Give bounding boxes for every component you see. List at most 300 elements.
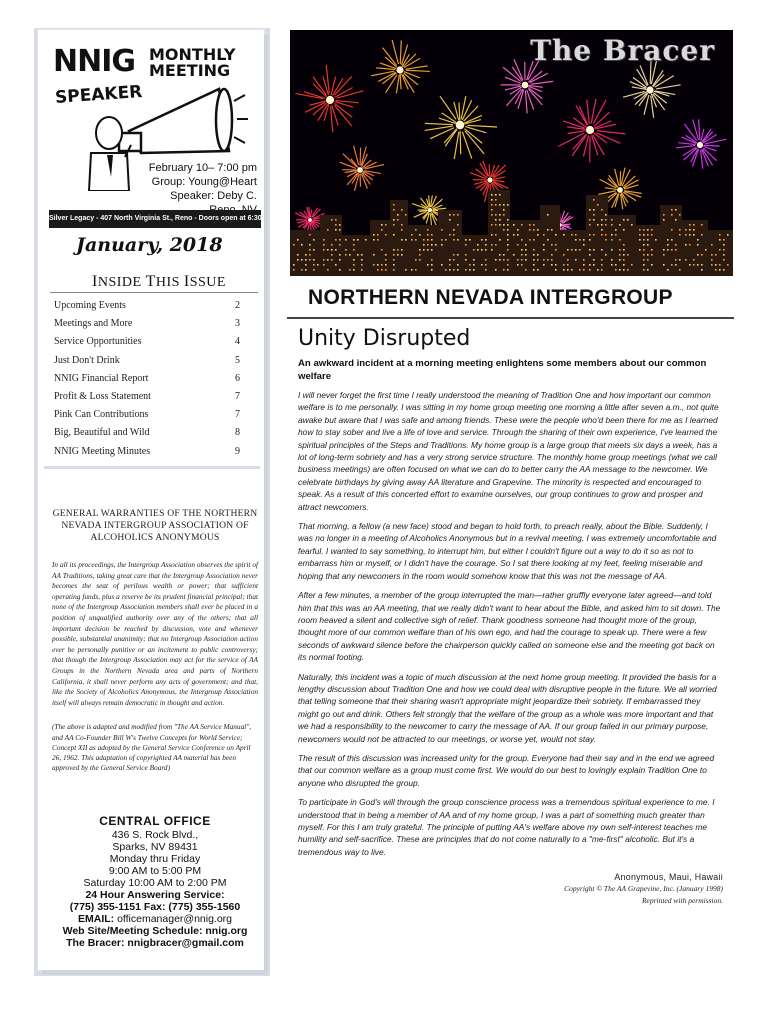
building-window-light bbox=[393, 254, 395, 256]
building-window-light bbox=[689, 229, 691, 231]
building-window-light bbox=[513, 224, 515, 226]
toc-item[interactable] bbox=[54, 318, 254, 336]
building-window-light bbox=[667, 239, 669, 241]
toc-title: Upcoming Events bbox=[54, 300, 126, 311]
building-window-light bbox=[415, 239, 417, 241]
toc-page: 2 bbox=[235, 300, 240, 311]
flyer-speaker-name: Speaker: Deby C. bbox=[170, 190, 257, 202]
building-window-light bbox=[513, 254, 515, 256]
toc-item[interactable] bbox=[54, 391, 254, 409]
building-window-light bbox=[619, 269, 621, 271]
building-window-light bbox=[723, 244, 725, 246]
building-window-light bbox=[543, 259, 545, 261]
building-window-light bbox=[431, 244, 433, 246]
building-window-light bbox=[491, 244, 493, 246]
building-window-light bbox=[551, 244, 553, 246]
building-window-light bbox=[533, 264, 535, 266]
building-window-light bbox=[473, 269, 475, 271]
building-window-light bbox=[427, 249, 429, 251]
building-window-light bbox=[465, 259, 467, 261]
warranties-title: GENERAL WARRANTIES OF THE NORTHERN NEVADA INTERGROUP ASSOCIATION OF ALCOHOLICS ANONYMOUS bbox=[52, 508, 258, 543]
building-window-light bbox=[327, 259, 329, 261]
building-window-light bbox=[647, 259, 649, 261]
building-window-light bbox=[495, 269, 497, 271]
building-window-light bbox=[647, 234, 649, 236]
building-window-light bbox=[627, 254, 629, 256]
building-window-light bbox=[377, 269, 379, 271]
building-window-light bbox=[449, 214, 451, 216]
building-window-light bbox=[301, 269, 303, 271]
building-window-light bbox=[551, 229, 553, 231]
divider bbox=[50, 292, 258, 293]
section-separator bbox=[44, 466, 260, 469]
building-window-light bbox=[495, 234, 497, 236]
building-window-light bbox=[715, 264, 717, 266]
building-window-light bbox=[597, 204, 599, 206]
building-window-light bbox=[507, 244, 509, 246]
building-window-light bbox=[719, 264, 721, 266]
skyline-building bbox=[390, 200, 408, 276]
building-window-light bbox=[473, 249, 475, 251]
building-window-light bbox=[335, 219, 337, 221]
toc-title: Pink Can Contributions bbox=[54, 409, 149, 421]
building-window-light bbox=[643, 259, 645, 261]
building-window-light bbox=[499, 239, 501, 241]
flyer-group: Group: Young@Heart bbox=[151, 176, 257, 188]
building-window-light bbox=[723, 254, 725, 256]
building-window-light bbox=[543, 264, 545, 266]
building-window-light bbox=[639, 234, 641, 236]
building-window-light bbox=[349, 269, 351, 271]
building-window-light bbox=[297, 254, 299, 256]
article-reprint-note: Reprinted with permission. bbox=[641, 896, 723, 906]
central-answering-service: 24 Hour Answering Service: bbox=[85, 889, 225, 901]
building-window-light bbox=[423, 239, 425, 241]
building-window-light bbox=[503, 214, 505, 216]
building-window-light bbox=[485, 249, 487, 251]
building-window-light bbox=[547, 259, 549, 261]
building-window-light bbox=[601, 259, 603, 261]
building-window-light bbox=[679, 229, 681, 231]
building-window-light bbox=[701, 234, 703, 236]
building-window-light bbox=[453, 239, 455, 241]
building-window-light bbox=[611, 224, 613, 226]
article-paragraph: After a few minutes, a member of the group interrupted the man—rather gruffly everyone later agreed—and told him that this was an AA meeting, that we really didn't want to hear about the Bible, and asked him to sit down. The room heaved a silent and collective sigh of relief. Thank goodness someone had thought more of the group, thought more of our common welfare than of his own ego, and had the courage to speak up. There were a few seconds of awkward silence before the chairperson quickly called on someone else and the meeting got back on its normal footing. bbox=[298, 590, 721, 663]
building-window-light bbox=[449, 219, 451, 221]
building-window-light bbox=[313, 249, 315, 251]
building-window-light bbox=[537, 229, 539, 231]
toc-title: Meetings and More bbox=[54, 318, 133, 330]
building-window-light bbox=[339, 244, 341, 246]
building-window-light bbox=[679, 234, 681, 236]
building-window-light bbox=[719, 234, 721, 236]
building-window-light bbox=[335, 229, 337, 231]
building-window-light bbox=[643, 254, 645, 256]
firework-burst bbox=[623, 59, 680, 118]
building-window-light bbox=[693, 224, 695, 226]
building-window-light bbox=[567, 259, 569, 261]
building-window-light bbox=[339, 239, 341, 241]
email-link[interactable]: officemanager@nnig.org bbox=[117, 913, 233, 925]
divider bbox=[287, 317, 734, 319]
building-window-light bbox=[431, 264, 433, 266]
building-window-light bbox=[727, 234, 729, 236]
building-window-light bbox=[525, 254, 527, 256]
building-window-light bbox=[593, 209, 595, 211]
building-window-light bbox=[623, 249, 625, 251]
building-window-light bbox=[533, 269, 535, 271]
building-window-light bbox=[605, 224, 607, 226]
building-window-light bbox=[405, 239, 407, 241]
building-window-light bbox=[457, 254, 459, 256]
building-window-light bbox=[627, 269, 629, 271]
building-window-light bbox=[381, 224, 383, 226]
building-window-light bbox=[547, 239, 549, 241]
building-window-light bbox=[491, 249, 493, 251]
building-window-light bbox=[441, 239, 443, 241]
firework-burst bbox=[425, 96, 497, 159]
building-window-light bbox=[345, 239, 347, 241]
building-window-light bbox=[619, 249, 621, 251]
building-window-light bbox=[507, 224, 509, 226]
central-website[interactable]: Web Site/Meeting Schedule: nnig.org bbox=[62, 925, 248, 937]
building-window-light bbox=[485, 239, 487, 241]
building-window-light bbox=[449, 269, 451, 271]
building-window-light bbox=[309, 234, 311, 236]
building-window-light bbox=[381, 264, 383, 266]
building-window-light bbox=[481, 249, 483, 251]
building-window-light bbox=[643, 234, 645, 236]
toc-item[interactable] bbox=[54, 409, 254, 427]
building-window-light bbox=[401, 209, 403, 211]
building-window-light bbox=[537, 259, 539, 261]
building-window-light bbox=[525, 244, 527, 246]
toc-page: 9 bbox=[235, 445, 240, 457]
building-window-light bbox=[495, 204, 497, 206]
building-window-light bbox=[427, 264, 429, 266]
building-window-light bbox=[593, 264, 595, 266]
building-window-light bbox=[525, 249, 527, 251]
building-window-light bbox=[453, 254, 455, 256]
building-window-light bbox=[611, 234, 613, 236]
building-window-light bbox=[477, 244, 479, 246]
building-window-light bbox=[415, 259, 417, 261]
building-window-light bbox=[393, 209, 395, 211]
building-window-light bbox=[697, 239, 699, 241]
building-window-light bbox=[529, 239, 531, 241]
building-window-light bbox=[465, 244, 467, 246]
building-window-light bbox=[503, 204, 505, 206]
building-window-light bbox=[671, 229, 673, 231]
building-window-light bbox=[555, 249, 557, 251]
building-window-light bbox=[643, 264, 645, 266]
firework-burst bbox=[501, 59, 553, 113]
building-window-light bbox=[457, 224, 459, 226]
building-window-light bbox=[575, 234, 577, 236]
bracer-title: The Bracer bbox=[530, 34, 715, 67]
building-window-light bbox=[663, 264, 665, 266]
toc-item[interactable] bbox=[54, 355, 254, 373]
building-window-light bbox=[339, 254, 341, 256]
building-window-light bbox=[529, 229, 531, 231]
building-window-light bbox=[589, 249, 591, 251]
building-window-light bbox=[589, 254, 591, 256]
building-window-light bbox=[597, 224, 599, 226]
building-window-light bbox=[697, 254, 699, 256]
building-window-light bbox=[465, 239, 467, 241]
building-window-light bbox=[679, 214, 681, 216]
building-window-light bbox=[723, 259, 725, 261]
building-window-light bbox=[689, 264, 691, 266]
building-window-light bbox=[427, 239, 429, 241]
building-window-light bbox=[495, 244, 497, 246]
building-window-light bbox=[393, 219, 395, 221]
building-window-light bbox=[631, 264, 633, 266]
building-window-light bbox=[675, 244, 677, 246]
building-window-light bbox=[555, 269, 557, 271]
building-window-light bbox=[533, 224, 535, 226]
building-window-light bbox=[563, 264, 565, 266]
building-window-light bbox=[503, 269, 505, 271]
toc-page: 4 bbox=[235, 336, 240, 348]
toc-item[interactable] bbox=[54, 300, 254, 318]
building-window-light bbox=[663, 249, 665, 251]
toc-title: Just Don't Drink bbox=[54, 354, 120, 366]
building-window-light bbox=[593, 234, 595, 236]
toc-page: 7 bbox=[235, 390, 240, 402]
building-window-light bbox=[543, 249, 545, 251]
building-window-light bbox=[507, 234, 509, 236]
building-window-light bbox=[615, 264, 617, 266]
building-window-light bbox=[671, 214, 673, 216]
building-window-light bbox=[615, 269, 617, 271]
building-window-light bbox=[401, 224, 403, 226]
email-label: EMAIL: bbox=[77, 913, 118, 925]
building-window-light bbox=[393, 269, 395, 271]
building-window-light bbox=[533, 239, 535, 241]
flyer-monthly-meeting bbox=[149, 47, 236, 79]
building-window-light bbox=[589, 209, 591, 211]
building-window-light bbox=[521, 259, 523, 261]
building-window-light bbox=[419, 249, 421, 251]
toc-title: Profit & Loss Statement bbox=[54, 390, 151, 402]
building-window-light bbox=[423, 244, 425, 246]
building-window-light bbox=[601, 224, 603, 226]
building-window-light bbox=[411, 269, 413, 271]
central-days: Monday thru Friday bbox=[109, 853, 201, 865]
skyline-building bbox=[510, 220, 540, 276]
building-window-light bbox=[711, 259, 713, 261]
building-window-light bbox=[651, 254, 653, 256]
building-window-light bbox=[465, 254, 467, 256]
building-window-light bbox=[601, 269, 603, 271]
building-window-light bbox=[667, 244, 669, 246]
heading-part: SSUE bbox=[189, 275, 226, 290]
building-window-light bbox=[431, 234, 433, 236]
building-window-light bbox=[533, 229, 535, 231]
building-window-light bbox=[711, 254, 713, 256]
toc-item[interactable] bbox=[54, 427, 254, 445]
building-window-light bbox=[517, 229, 519, 231]
building-window-light bbox=[623, 269, 625, 271]
building-window-light bbox=[309, 249, 311, 251]
building-window-light bbox=[533, 254, 535, 256]
skyline-building bbox=[488, 190, 510, 276]
building-window-light bbox=[639, 249, 641, 251]
building-window-light bbox=[381, 249, 383, 251]
building-window-light bbox=[335, 224, 337, 226]
building-window-light bbox=[601, 264, 603, 266]
building-window-light bbox=[309, 259, 311, 261]
building-window-light bbox=[583, 259, 585, 261]
toc-item[interactable] bbox=[54, 336, 254, 354]
building-window-light bbox=[701, 269, 703, 271]
heading-cap: I bbox=[183, 273, 190, 290]
building-window-light bbox=[579, 249, 581, 251]
building-window-light bbox=[495, 194, 497, 196]
building-window-light bbox=[605, 219, 607, 221]
building-window-light bbox=[667, 249, 669, 251]
building-window-light bbox=[579, 239, 581, 241]
building-window-light bbox=[507, 239, 509, 241]
central-email-line bbox=[52, 913, 258, 925]
toc-item[interactable] bbox=[54, 373, 254, 391]
building-window-light bbox=[503, 209, 505, 211]
toc-page: 3 bbox=[235, 318, 240, 330]
building-window-light bbox=[385, 234, 387, 236]
skyline-building bbox=[370, 220, 390, 276]
building-window-light bbox=[323, 264, 325, 266]
building-window-light bbox=[671, 264, 673, 266]
firework-burst bbox=[295, 65, 363, 133]
building-window-light bbox=[445, 269, 447, 271]
building-window-light bbox=[435, 244, 437, 246]
toc-page: 6 bbox=[235, 372, 240, 384]
building-window-light bbox=[593, 259, 595, 261]
building-window-light bbox=[611, 219, 613, 221]
building-window-light bbox=[507, 204, 509, 206]
bracer-label: The Bracer: bbox=[66, 937, 128, 949]
building-window-light bbox=[651, 249, 653, 251]
building-window-light bbox=[377, 234, 379, 236]
building-window-light bbox=[469, 239, 471, 241]
article bbox=[298, 326, 723, 906]
building-window-light bbox=[643, 239, 645, 241]
building-window-light bbox=[381, 269, 383, 271]
building-window-light bbox=[643, 229, 645, 231]
building-window-light bbox=[619, 239, 621, 241]
building-window-light bbox=[297, 239, 299, 241]
building-window-light bbox=[723, 269, 725, 271]
building-window-light bbox=[499, 219, 501, 221]
building-window-light bbox=[611, 259, 613, 261]
organization-name: NORTHERN NEVADA INTERGROUP bbox=[308, 286, 673, 309]
building-window-light bbox=[525, 259, 527, 261]
building-window-light bbox=[405, 269, 407, 271]
building-window-light bbox=[605, 239, 607, 241]
building-window-light bbox=[401, 239, 403, 241]
building-window-light bbox=[675, 209, 677, 211]
building-window-light bbox=[353, 249, 355, 251]
building-window-light bbox=[517, 259, 519, 261]
building-window-light bbox=[517, 234, 519, 236]
building-window-light bbox=[431, 259, 433, 261]
building-window-light bbox=[377, 239, 379, 241]
building-window-light bbox=[397, 254, 399, 256]
general-warranties bbox=[52, 508, 258, 773]
building-window-light bbox=[579, 269, 581, 271]
building-window-light bbox=[491, 214, 493, 216]
article-subtitle: An awkward incident at a morning meeting enlightens some members about our common welfare bbox=[298, 358, 707, 382]
building-window-light bbox=[647, 239, 649, 241]
article-paragraph: To participate in God's will through the group conscience process was a tremendous spiritual experience to me. I understood that in being a member of AA and of my home group, I was a part of something much greater than myself. For this I am truly grateful. The principle of putting AA's welfare above my own self-interest teaches me humility and self-sacrifice. These are principles that do not come naturally to a "me-first" alcoholic. But it's a tremendous way to live. bbox=[298, 797, 715, 857]
table-of-contents bbox=[54, 300, 254, 464]
building-window-light bbox=[361, 269, 363, 271]
inside-this-issue-heading bbox=[92, 273, 226, 291]
building-window-light bbox=[345, 249, 347, 251]
building-window-light bbox=[331, 219, 333, 221]
building-window-light bbox=[615, 229, 617, 231]
central-address-line1: 436 S. Rock Blvd., bbox=[111, 829, 199, 841]
building-window-light bbox=[353, 269, 355, 271]
building-window-light bbox=[589, 219, 591, 221]
building-window-light bbox=[639, 239, 641, 241]
building-window-light bbox=[491, 224, 493, 226]
building-window-light bbox=[663, 219, 665, 221]
building-window-light bbox=[327, 229, 329, 231]
building-window-light bbox=[651, 229, 653, 231]
building-window-light bbox=[301, 259, 303, 261]
building-window-light bbox=[719, 269, 721, 271]
bracer-email-link[interactable]: nnigbracer@gmail.com bbox=[127, 937, 244, 949]
building-window-light bbox=[575, 239, 577, 241]
building-window-light bbox=[323, 244, 325, 246]
central-saturday-hours: Saturday 10:00 AM to 2:00 PM bbox=[83, 877, 227, 889]
building-window-light bbox=[575, 249, 577, 251]
building-window-light bbox=[495, 219, 497, 221]
building-window-light bbox=[555, 244, 557, 246]
building-window-light bbox=[685, 259, 687, 261]
firework-burst bbox=[340, 146, 384, 191]
building-window-light bbox=[567, 249, 569, 251]
building-window-light bbox=[453, 269, 455, 271]
warranties-body: In all its proceedings, the Intergroup Association observes the spirit of AA Traditions, taking great care that the Intergroup Association never becomes the seat of perilous wealth or power; that sufficient operating funds, plus a reserve be its prudent financial principal; that none of the Intergroup Association members shall ever be placed in a position of unqualified authority over any of the others; that all important decision be reached by discussion, vote and whenever possible, substantial unanimity; that no Intergroup Association action ever be personally punitive or an incitement to public controversy; that though the Intergroup Association may act for the service of AA Groups in the Northern Nevada area and parts of Northern California, it shall never perform any acts of government; and that, like the Society of Alcoholics Anonymous, the Intergroup Association itself will always remain democratic in thought and action. bbox=[52, 560, 258, 707]
bracer-banner bbox=[290, 30, 733, 276]
building-window-light bbox=[499, 204, 501, 206]
building-window-light bbox=[507, 259, 509, 261]
building-window-light bbox=[593, 249, 595, 251]
building-window-light bbox=[473, 264, 475, 266]
flyer-venue-bar: Silver Legacy - 407 North Virginia St., Reno - Doors open at 6:30 bbox=[49, 210, 261, 228]
building-window-light bbox=[627, 219, 629, 221]
central-address-line2: Sparks, NV 89431 bbox=[112, 841, 198, 853]
building-window-light bbox=[431, 249, 433, 251]
building-window-light bbox=[689, 224, 691, 226]
toc-item[interactable] bbox=[54, 446, 254, 464]
flyer-nnig: NNIG bbox=[53, 44, 136, 79]
building-window-light bbox=[667, 269, 669, 271]
building-window-light bbox=[715, 269, 717, 271]
building-window-light bbox=[499, 194, 501, 196]
building-window-light bbox=[323, 259, 325, 261]
building-window-light bbox=[623, 229, 625, 231]
building-window-light bbox=[449, 259, 451, 261]
article-paragraph: Naturally, this incident was a topic of much discussion at the next home group meeting. It provided the basis for a lengthy discussion about Tradition One and how we could deal with disruptive people in the future. We all worried that telling someone that their sharing wasn't appropriate might jeopardize their sobriety. If embarrassed they might go out and drink. Others felt strongly that the welfare of the group as a whole was more important and that we had a responsibility to the newcomer to carry the message of AA. If our group failed in our primary purpose, newcomers would not be attracted to our meetings, or worse yet, would not stay. bbox=[298, 671, 717, 744]
building-window-light bbox=[543, 234, 545, 236]
building-window-light bbox=[491, 199, 493, 201]
building-window-light bbox=[495, 214, 497, 216]
building-window-light bbox=[361, 259, 363, 261]
